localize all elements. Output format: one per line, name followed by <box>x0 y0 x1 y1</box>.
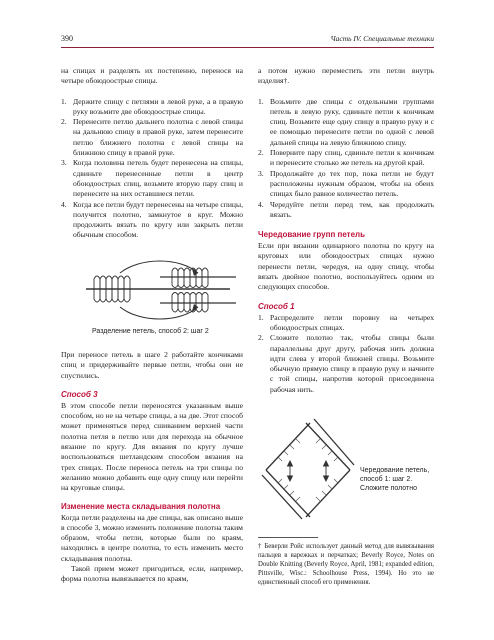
list-item <box>61 158 243 199</box>
footnote: † Беверли Ройс использует данный метод для вывязывания пальцев в варежках и перчатках; Beverly Royce, Notes on Double Knitting (Beverly Royce, April, 1981; expanded edition, Pittsville, Wisc.: Schoolhouse Press, 1994). Но это не единственный способ его применения. <box>258 543 434 586</box>
fold-paragraph-2: Такой прием может пригодиться, если, например, форма полотна вывязывается по краям, <box>61 564 243 584</box>
figure-caption-left: Разделение петель, способ 2: шаг 2 <box>92 328 209 335</box>
footnote-rule <box>258 537 318 538</box>
header-rule <box>61 47 434 48</box>
list-item <box>258 333 434 395</box>
list-item <box>258 313 434 334</box>
list-item <box>258 169 434 200</box>
list-item <box>258 97 434 148</box>
groups-heading: Чередование групп петель <box>258 230 366 240</box>
step-text: Чередуйте петли перед тем, как продолжать вязать. <box>270 199 434 219</box>
step-text: Держите спицу с петлями в левой руке, а в правую руку возьмите две обоюдоострые спицы. <box>73 96 243 116</box>
step-number: 1. <box>258 312 264 322</box>
method1-steps <box>258 313 434 395</box>
page-number: 390 <box>61 34 73 43</box>
groups-text: Если при вязании одинарного полотна по кругу на круговых или обоюдоострых спицах нужно перенести петли, чередуя, на одну спицу, чтобы вязать двойное полотно, воспользуйтесь одним из следующих способов. <box>258 241 434 292</box>
step-text: Возьмите две спицы с отдельными группами петель в левую руку, сдвиньте петли к кончикам спиц. Возьмите еще одну спицу в правую руку и с ее помощью перенесите петли по одной с левой дальней спицы на левую ближнюю спицу. <box>270 96 434 147</box>
list-item <box>61 200 243 241</box>
step-text: Когда все петли будут перенесены на четыре спицы, получится полотно, замкнутое в круг. Можно продолжить вязать по кругу или закрыть петли обычным способом. <box>73 199 243 240</box>
step-text: Поверните пару спиц, сдвиньте петли к кончикам и перенесите столько же петель на другой край. <box>270 148 434 168</box>
right-steps <box>258 97 434 221</box>
fold-fabric-illustration <box>258 415 358 525</box>
step-number: 1. <box>61 96 67 106</box>
step-text: Продолжайте до тех пор, пока петли не будут расположены нужным образом, чтобы на обеих спицах было равное количество петель. <box>270 168 434 199</box>
method3-heading: Способ 3 <box>61 389 98 399</box>
left-intro: на спицах и разделять их постепенно, перенося на четыре обоюдоострые спицы. <box>61 66 243 86</box>
step-text: Когда половина петель будет перенесена на спицы, сдвиньте перенесенные петли в центр обоюдоострых спиц, возьмите вторую пару спиц и перенесите на них оставшиеся петли. <box>73 158 243 199</box>
fold-heading: Изменение места складывания полотна <box>61 501 221 511</box>
step-text: Сложите полотно так, чтобы спицы были параллельны друг другу, рабочая нить должна идти слева у второй ближней спицы. Возьмите обычную прямую спицу в правую руку и начните с той спицы, напротив которой присоединена рабочая нить. <box>270 333 434 394</box>
step-text: Распределите петли поровну на четырех обоюдоострых спицах. <box>270 312 434 332</box>
figure-caption-right: Чередование петель, способ 1: шаг 2. Сложите полотно <box>360 467 430 492</box>
step-number: 3. <box>258 168 264 178</box>
list-item <box>61 97 243 118</box>
fold-paragraph-1: Когда петли разделены на две спицы, как описано выше в способе 3, можно изменить положение полотна таким образом, чтобы петли, которые были по краям, находились в центре полотна, то есть изменить место складывания полотна. <box>61 512 243 563</box>
method3-text: В этом способе петли переносятся указанным выше способом, но не на четыре спицы, а на две. Этот способ может применяться перед сшиванием верхней части полотна петля в петлю или для перехода на обычное вязание по кругу. Для вязания по кругу лучше воспользоваться шетландским способом вязания на трех спицах. После переноса петель на три спицы по желанию можно добавить еще одну спицу или перейти на круговые спицы. <box>61 400 243 493</box>
right-intro: а потом нужно переместить эти петли внутрь изделия†. <box>258 66 434 86</box>
divide-stitches-illustration <box>80 255 240 325</box>
left-steps <box>61 97 243 241</box>
right-column <box>258 66 434 395</box>
method1-heading: Способ 1 <box>258 301 295 311</box>
list-item <box>61 117 243 158</box>
after-figure-text: При переносе петель в шаге 2 работайте кончиками спиц и придерживайте первые петли, чтобы они не спустились. <box>61 350 243 380</box>
step-number: 4. <box>61 199 67 209</box>
step-number: 2. <box>61 117 67 127</box>
step-number: 2. <box>258 148 264 158</box>
step-text: Перенесите петлю дальнего полотна с левой спицы на дальнюю спицу в правой руке, затем перенесите петлю ближнего полотна с левой спицы на ближнюю спицу в правой руке. <box>73 117 243 158</box>
step-number: 3. <box>61 158 67 168</box>
running-title: Часть IV. Специальные техники <box>330 34 434 43</box>
list-item <box>258 148 434 169</box>
left-column <box>61 66 243 241</box>
step-number: 1. <box>258 96 264 106</box>
left-column-lower <box>61 350 243 585</box>
list-item <box>258 200 434 221</box>
step-number: 4. <box>258 199 264 209</box>
step-number: 2. <box>258 333 264 343</box>
